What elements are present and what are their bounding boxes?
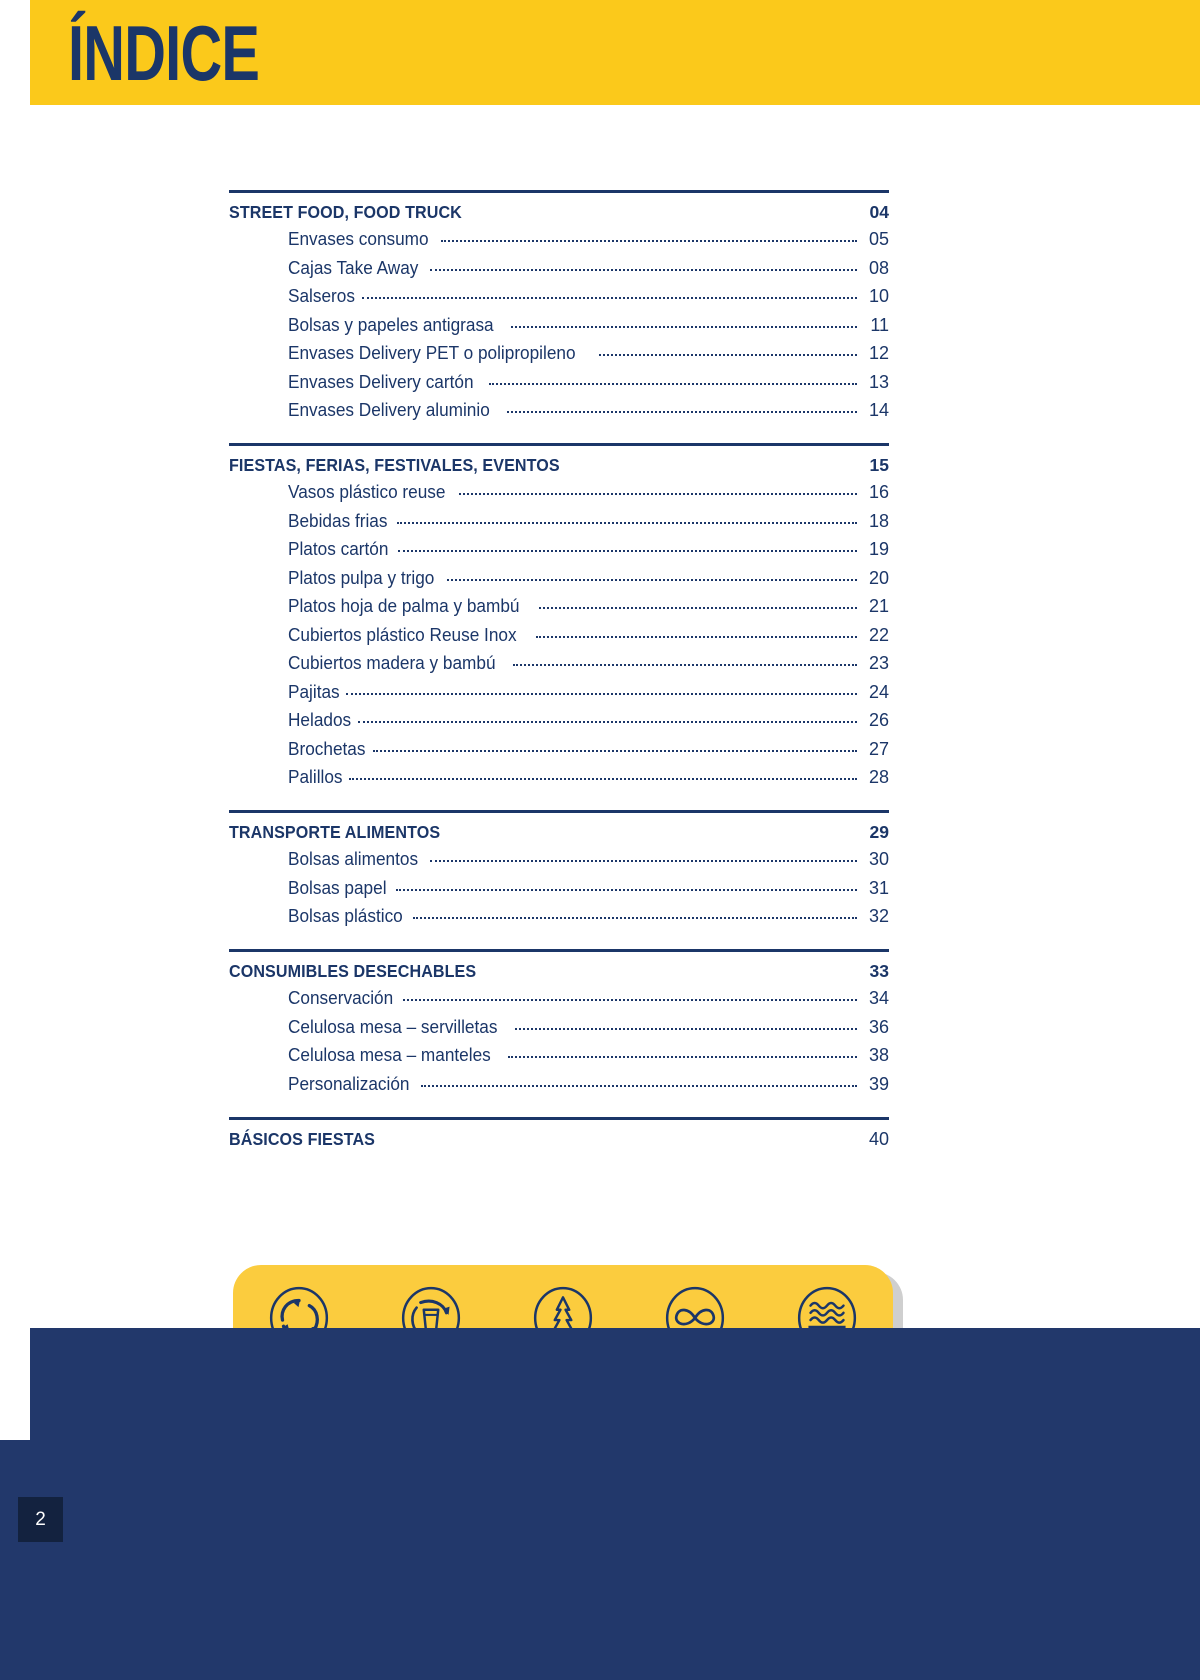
entry-page-number: 19 xyxy=(868,539,889,559)
page-number-badge xyxy=(18,1497,63,1542)
leader-dots xyxy=(413,917,857,919)
entry-page-number: 32 xyxy=(868,906,889,926)
entry-page-number: 26 xyxy=(868,710,889,730)
entry-page-number: 28 xyxy=(868,767,889,787)
section-page-number: 04 xyxy=(869,202,889,222)
entry-label: Salseros xyxy=(288,285,355,306)
toc-entry[interactable] xyxy=(229,371,889,393)
entry-page-number: 11 xyxy=(870,314,889,335)
entry-label: Cubiertos madera y bambú xyxy=(288,652,496,673)
footer-left-notch xyxy=(0,1328,30,1440)
entry-label: Celulosa mesa – manteles xyxy=(288,1044,491,1065)
entry-page-number: 21 xyxy=(868,596,889,616)
leader-dots xyxy=(346,693,857,695)
leader-dots xyxy=(507,411,857,413)
entry-label: Bolsas plástico xyxy=(288,905,403,926)
header-band xyxy=(0,0,1200,105)
entry-label: Bolsas papel xyxy=(288,876,387,898)
entry-page-number: 16 xyxy=(868,482,889,502)
entry-label: Bolsas y papeles antigrasa xyxy=(288,313,494,335)
section-title: BÁSICOS FIESTAS xyxy=(229,1128,376,1149)
entry-label: Envases Delivery PET o polipropileno xyxy=(288,342,576,363)
entry-label: Celulosa mesa – servilletas xyxy=(288,1015,498,1037)
leader-dots xyxy=(441,240,857,242)
entry-page-number: 13 xyxy=(868,371,889,392)
toc-entry-list xyxy=(229,987,889,1095)
entry-label: Palillos xyxy=(288,766,343,787)
toc-entry[interactable] xyxy=(229,766,889,788)
leader-dots xyxy=(515,1028,857,1030)
entry-label: Pajitas xyxy=(288,680,340,702)
toc-entry-list xyxy=(229,481,889,788)
entry-label: Platos cartón xyxy=(288,538,389,559)
entry-page-number: 05 xyxy=(868,229,889,249)
toc-entry[interactable] xyxy=(229,652,889,674)
leader-dots xyxy=(430,269,857,271)
page-number: 2 xyxy=(35,1508,46,1530)
entry-page-number: 24 xyxy=(868,681,889,702)
toc-section-header[interactable] xyxy=(229,952,889,982)
toc-section xyxy=(229,1117,889,1156)
section-spacer xyxy=(229,1150,889,1156)
section-title: STREET FOOD, FOOD TRUCK xyxy=(229,202,462,222)
toc-section-header[interactable] xyxy=(229,1120,889,1150)
toc-entry[interactable] xyxy=(229,342,889,364)
entry-page-number: 08 xyxy=(868,257,889,278)
toc-entry[interactable] xyxy=(229,1044,889,1066)
entry-page-number: 23 xyxy=(868,653,889,673)
entry-page-number: 18 xyxy=(868,510,889,531)
toc-entry[interactable] xyxy=(229,399,889,421)
toc-entry[interactable] xyxy=(229,285,889,307)
toc-entry[interactable] xyxy=(229,314,889,336)
toc-entry[interactable] xyxy=(229,595,889,617)
leader-dots xyxy=(489,383,857,385)
leader-dots xyxy=(599,354,857,356)
entry-page-number: 39 xyxy=(868,1073,889,1094)
leader-dots xyxy=(511,326,857,328)
entry-label: Helados xyxy=(288,709,352,730)
leader-dots xyxy=(459,493,857,495)
leader-dots xyxy=(373,750,857,752)
leader-dots xyxy=(396,889,857,891)
toc-entry[interactable] xyxy=(229,848,889,870)
leader-dots xyxy=(397,522,857,524)
toc-entry[interactable] xyxy=(229,538,889,560)
toc-section xyxy=(229,810,889,927)
toc-entry[interactable] xyxy=(229,738,889,760)
toc-entry[interactable] xyxy=(229,709,889,731)
toc-entry[interactable] xyxy=(229,1073,889,1095)
entry-page-number: 30 xyxy=(868,849,889,869)
leader-dots xyxy=(430,860,857,862)
entry-label: Cajas Take Away xyxy=(288,256,419,278)
entry-page-number: 20 xyxy=(868,567,889,588)
toc-entry[interactable] xyxy=(229,567,889,589)
toc-entry[interactable] xyxy=(229,987,889,1009)
leader-dots xyxy=(421,1085,857,1087)
entry-page-number: 12 xyxy=(868,343,889,363)
leader-dots xyxy=(536,636,857,638)
left-margin-strip xyxy=(0,0,30,1330)
footer-band xyxy=(0,1328,1200,1680)
toc-entry[interactable] xyxy=(229,877,889,899)
section-page-number: 33 xyxy=(869,961,889,981)
entry-label: Conservación xyxy=(288,987,394,1008)
entry-label: Envases consumo xyxy=(288,228,429,249)
section-title: CONSUMIBLES DESECHABLES xyxy=(229,961,477,981)
leader-dots xyxy=(539,607,857,609)
entry-label: Platos hoja de palma y bambú xyxy=(288,595,520,616)
entry-page-number: 31 xyxy=(868,877,889,898)
entry-page-number: 10 xyxy=(868,286,889,306)
toc-entry[interactable] xyxy=(229,257,889,279)
table-of-contents xyxy=(229,190,889,1156)
toc-entry[interactable] xyxy=(229,624,889,646)
entry-page-number: 36 xyxy=(868,1016,889,1037)
toc-section xyxy=(229,443,889,788)
leader-dots xyxy=(362,297,857,299)
entry-label: Envases Delivery aluminio xyxy=(288,399,490,420)
toc-entry[interactable] xyxy=(229,681,889,703)
section-page-number: 15 xyxy=(869,455,889,475)
toc-entry[interactable] xyxy=(229,510,889,532)
section-title: TRANSPORTE ALIMENTOS xyxy=(229,822,441,842)
toc-section xyxy=(229,190,889,421)
leader-dots xyxy=(447,579,857,581)
leader-dots xyxy=(403,999,857,1001)
entry-label: Bolsas alimentos xyxy=(288,848,419,869)
toc-entry[interactable] xyxy=(229,481,889,503)
entry-label: Envases Delivery cartón xyxy=(288,370,474,392)
entry-label: Brochetas xyxy=(288,737,366,759)
entry-label: Cubiertos plástico Reuse Inox xyxy=(288,623,517,645)
entry-page-number: 14 xyxy=(868,400,889,420)
leader-dots xyxy=(349,778,857,780)
entry-page-number: 22 xyxy=(868,624,889,645)
entry-page-number: 27 xyxy=(868,738,889,759)
section-page-number: 40 xyxy=(868,1128,889,1149)
leader-dots xyxy=(508,1056,857,1058)
leader-dots xyxy=(358,721,857,723)
leader-dots xyxy=(398,550,857,552)
page-title: ÍNDICE xyxy=(68,9,260,97)
section-page-number: 29 xyxy=(869,822,889,842)
toc-entry[interactable] xyxy=(229,905,889,927)
toc-section xyxy=(229,949,889,1095)
toc-entry[interactable] xyxy=(229,1016,889,1038)
toc-section-header[interactable] xyxy=(229,813,889,843)
entry-label: Personalización xyxy=(288,1072,410,1094)
entry-label: Bebidas frias xyxy=(288,509,388,531)
entry-label: Vasos plástico reuse xyxy=(288,481,446,502)
toc-entry[interactable] xyxy=(229,228,889,250)
entry-label: Platos pulpa y trigo xyxy=(288,566,435,588)
toc-entry-list xyxy=(229,228,889,421)
section-title: FIESTAS, FERIAS, FESTIVALES, EVENTOS xyxy=(229,455,560,475)
toc-section-header[interactable] xyxy=(229,446,889,476)
entry-page-number: 34 xyxy=(868,988,889,1008)
toc-entry-list xyxy=(229,848,889,927)
leader-dots xyxy=(513,664,857,666)
entry-page-number: 38 xyxy=(868,1045,889,1065)
toc-section-header[interactable] xyxy=(229,193,889,223)
